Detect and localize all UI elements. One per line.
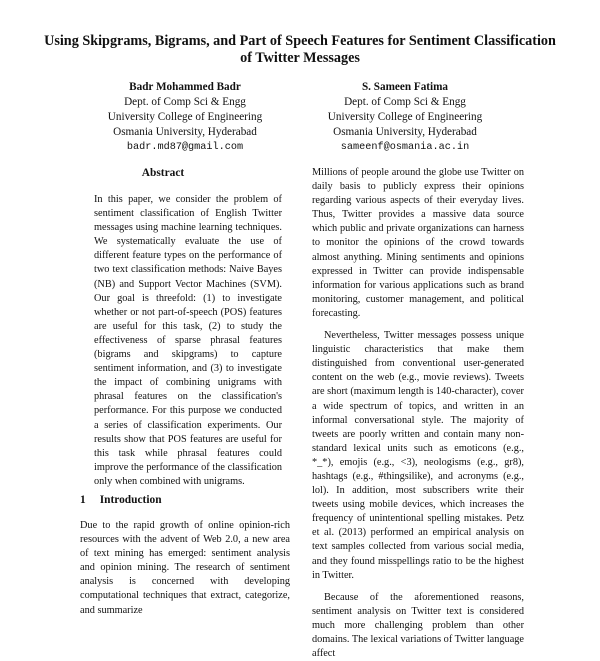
abstract-text: In this paper, we consider the problem of sentiment classification of English Twitter messages using machine learning techniques. We systematically evaluate the use of different feature types on the performance of two text classification methods: Naive Bayes (NB) and Support Vector Machines (SVM). Our goal is threefold: (1) to investigate whether or not part-of-speech (POS) features are useful for this task, (2) to study the effectiveness of sparse phrasal features (bigrams and skipgrams) to capture sentiment information, and (3) to investigate the impact of combining unigrams with phrasal features on the classification's performance. For this purpose we conducted a series of classification experiments. Our results show that POS features are useful for this task while phrasal features could improve the performance of the classification only when combined with unigrams. — [94, 194, 282, 487]
body-paragraph-3: Because of the aforementioned reasons, sentiment analysis on Twitter text is considered much more challenging problem than other domains. The lexical variations of Twitter language affect — [312, 591, 524, 660]
author-block-1 — [60, 80, 310, 155]
introduction-left-column — [80, 519, 290, 618]
author-department: Dept. of Comp Sci & Engg — [124, 96, 246, 108]
body-paragraph-1: Millions of people around the globe use Twitter on daily basis to publicly express their opinions regarding various aspects of their everyday lives. Thus, Twitter provides a massive data source which public and private organizations can harness to monitor the opinions of the crowd towards almost anything. Mining sentiments and opinions expressed in Twitter can provide indispensable information for various applications such as brand monitoring, customer management, and political forecasting. — [312, 167, 524, 319]
introduction-paragraph: Due to the rapid growth of online opinion-rich resources with the advent of Web 2.0, a new area of text mining has emerged: sentiment analysis and opinion mining. The research of sentiment analysis is concerned with developing computational techniques that extract, categorize, and summarize — [80, 520, 290, 616]
author-university: Osmania University, Hyderabad — [113, 126, 257, 138]
author-college: University College of Engineering — [107, 111, 263, 123]
right-column — [312, 166, 524, 661]
abstract-heading: Abstract — [141, 167, 185, 179]
section-number: 1 — [80, 494, 86, 506]
author-university: Osmania University, Hyderabad — [333, 126, 477, 138]
author-name: Badr Mohammed Badr — [129, 81, 241, 93]
paper-title: Using Skipgrams, Bigrams, and Part of Speech Features for Sentiment Classification of Twitter Messages — [44, 33, 556, 66]
author-email: sameenf@osmania.ac.in — [340, 142, 470, 153]
abstract-body — [94, 193, 282, 489]
author-block-2 — [280, 80, 530, 155]
author-name: S. Sameen Fatima — [361, 81, 449, 93]
section-heading — [80, 494, 162, 506]
author-email: badr.md87@gmail.com — [126, 142, 244, 153]
author-college: University College of Engineering — [327, 111, 483, 123]
body-paragraph-2: Nevertheless, Twitter messages possess unique linguistic characteristics that make them distinguished from conventional user-generated content on the web (e.g., movie reviews). Tweets are short (maximum length is 140-character), cover a wide spectrum of topics, and written in an informal conversational style. The majority of tweets are poorly written and contain many non-standard lexical units such as emoticons (e.g., *_*), emojis (e.g., <3), neologisms (e.g., gr8), hashtags (e.g., #thingsilike), and acronyms (e.g., lol). In addition, most subscribers write their tweets using mobile devices, which increases the frequency of unintentional spelling mistakes. Petz et al. (2013) performed an empirical analysis on text samples collected from various social media, and they found misspellings ratio to be the highest in Twitter. — [312, 330, 524, 581]
section-title: Introduction — [99, 494, 162, 506]
author-department: Dept. of Comp Sci & Engg — [344, 96, 466, 108]
